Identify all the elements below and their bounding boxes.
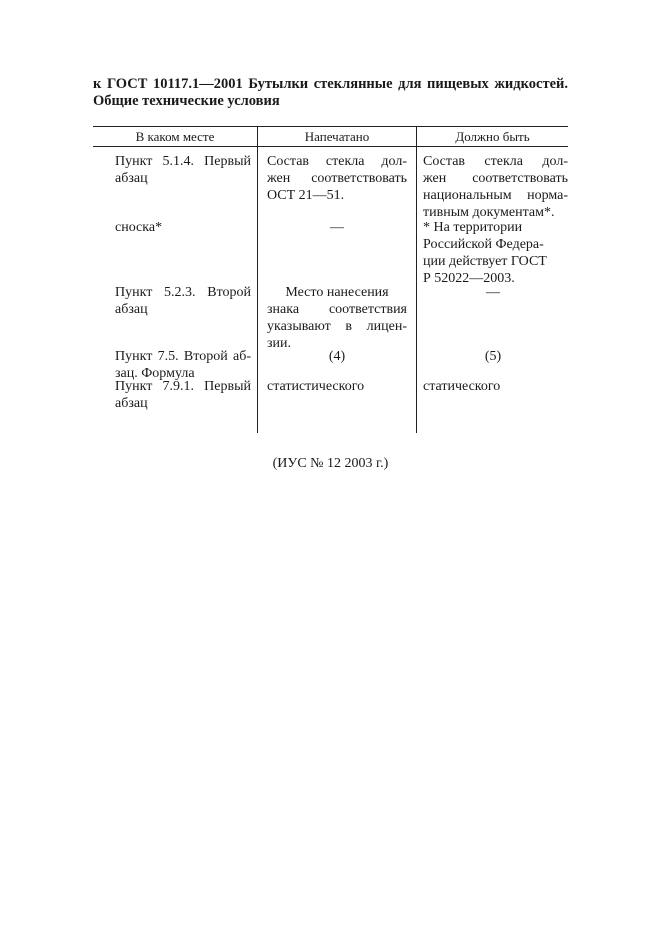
row4-place (115, 348, 251, 382)
row2-correct-line: Российской Федера- (423, 237, 544, 252)
row3-place (115, 284, 251, 318)
row4-correct (423, 348, 563, 365)
row3-place-line: абзац (115, 302, 148, 317)
row2-printed (267, 219, 407, 236)
row5-place-line: абзац (115, 396, 148, 411)
row1-correct (423, 153, 568, 221)
row1-printed-line: жен соответствовать (267, 171, 407, 186)
row1-printed-line: ОСТ 21—51. (267, 188, 345, 203)
title-line-2: Общие технические условия (93, 93, 280, 109)
row2-correct-line: ции действует ГОСТ (423, 254, 547, 269)
header-correct: Должно быть (455, 129, 530, 144)
document-title (93, 76, 568, 110)
row3-printed (267, 284, 407, 352)
row5-printed (267, 378, 407, 395)
row2-correct-line: * На территории (423, 220, 523, 235)
row2-place (115, 219, 251, 236)
header-printed: Напечатано (304, 129, 370, 144)
row1-place-line: Пункт 5.1.4. Первый (115, 154, 251, 169)
row1-correct-line: жен соответствовать (423, 171, 568, 186)
title-line-1: к ГОСТ 10117.1—2001 Бутылки стеклянные для пищевых жидкостей. (93, 76, 568, 92)
row5-place (115, 378, 251, 412)
row4-place-line: зац. Формула (115, 366, 195, 381)
row1-printed (267, 153, 407, 204)
footer-reference: (ИУС № 12 2003 г.) (272, 456, 389, 471)
row4-printed-line: (4) (328, 349, 346, 364)
row5-correct (423, 378, 563, 395)
row1-place-line: абзац (115, 171, 148, 186)
row2-correct (423, 219, 563, 287)
row3-printed-line: зии. (267, 336, 292, 351)
column-separator-2 (416, 126, 417, 433)
row3-printed-line: Место нанесения (285, 285, 389, 300)
row3-printed-line: знака соответствия (267, 302, 407, 317)
row4-printed (267, 348, 407, 365)
row1-place (115, 153, 251, 187)
row5-place-line: Пункт 7.9.1. Первый (115, 379, 251, 394)
row3-place-line: Пункт 5.2.3. Второй (115, 285, 251, 300)
header-place: В каком месте (135, 129, 215, 144)
row3-correct-line: — (486, 285, 500, 300)
row1-printed-line: Состав стекла дол- (267, 154, 407, 169)
row5-correct-line: статического (423, 379, 501, 394)
table-top-rule (93, 126, 568, 127)
row4-place-line: Пункт 7.5. Второй аб- (115, 349, 251, 364)
row1-correct-line: тивным документам*. (423, 205, 555, 220)
row3-correct (423, 284, 563, 301)
row5-printed-line: статистического (267, 379, 365, 394)
column-separator-1 (257, 126, 258, 433)
row1-correct-line: национальным норма- (423, 188, 568, 203)
row1-correct-line: Состав стекла дол- (423, 154, 568, 169)
row4-correct-line: (5) (484, 349, 502, 364)
row3-printed-line: указывают в лицен- (267, 319, 407, 334)
row2-correct-line: Р 52022—2003. (423, 271, 515, 286)
row2-printed-line: — (330, 220, 344, 235)
table-header-rule (93, 146, 568, 147)
row2-place-line: сноска* (115, 220, 163, 235)
